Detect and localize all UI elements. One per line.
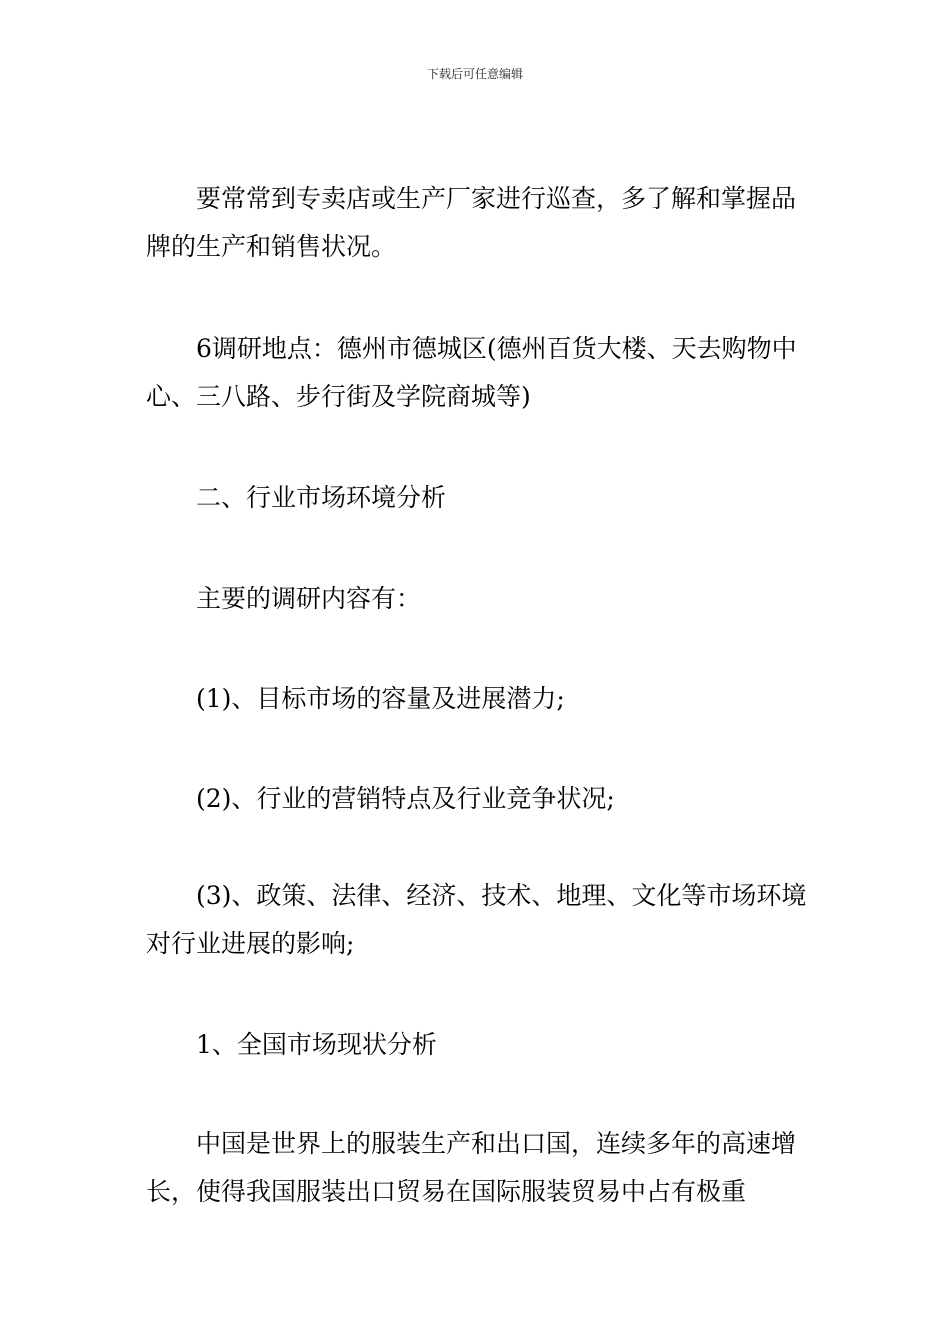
list-item-market-capacity: (1)、目标市场的容量及进展潜力;: [196, 684, 565, 713]
paragraph-survey-location: 6调研地点：德州市德城区(德州百货大楼、天去购物中心、三八路、步行街及学院商城等): [146, 334, 797, 411]
paragraph-survey-content-intro: 主要的调研内容有：: [196, 584, 422, 613]
list-item-environment-influence: (3)、政策、法律、经济、技术、地理、文化等市场环境对行业进展的影响;: [146, 881, 807, 958]
list-item-marketing-competition: (2)、行业的营销特点及行业竞争状况;: [196, 784, 615, 813]
page-header-note: 下载后可任意编辑: [426, 67, 523, 81]
subsection-heading-national-market: 1、全国市场现状分析: [196, 1030, 437, 1059]
section-heading-industry-environment: 二、行业市场环境分析: [196, 483, 447, 512]
paragraph-inspection: 要常常到专卖店或生产厂家进行巡查，多了解和掌握品牌的生产和销售状况。: [146, 184, 797, 261]
paragraph-china-garment-export: 中国是世界上的服装生产和出口国，连续多年的高速增长，使得我国服装出口贸易在国际服装贸易中占有极重: [146, 1129, 797, 1206]
